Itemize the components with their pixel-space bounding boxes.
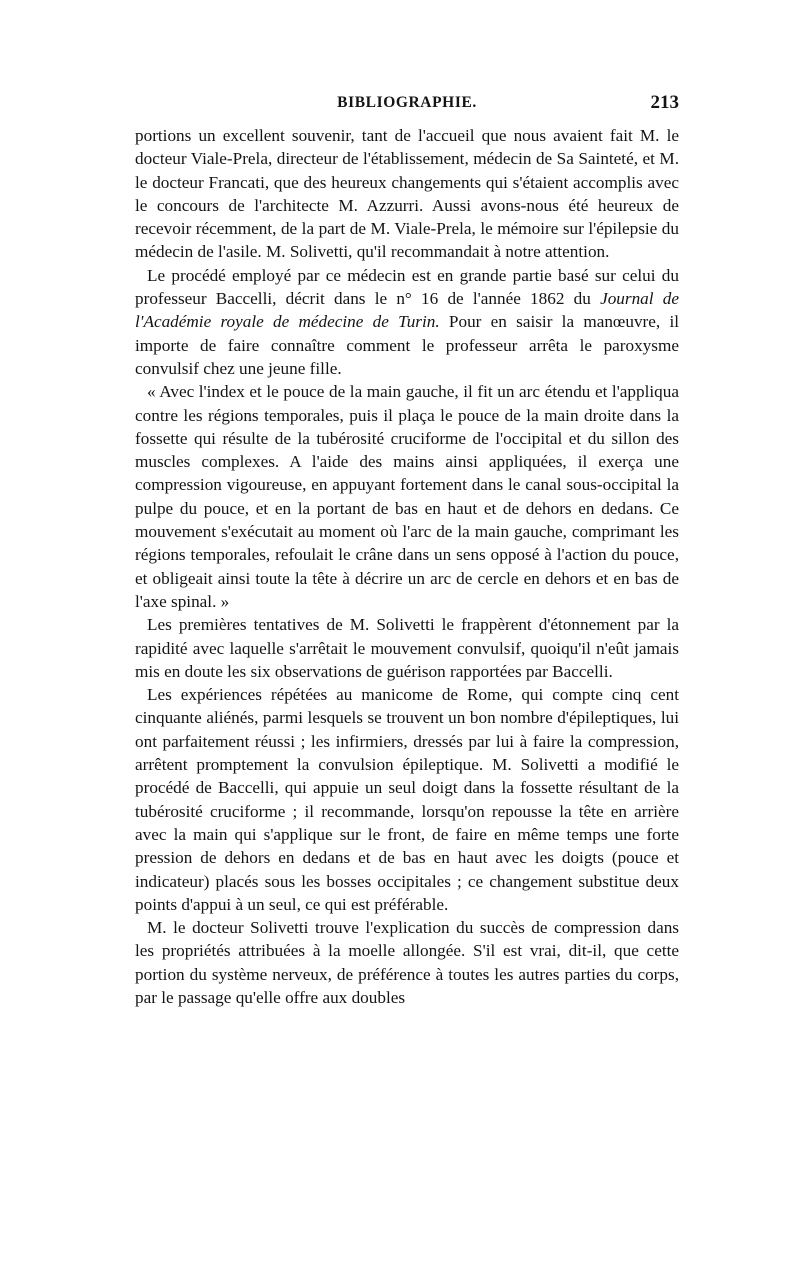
- paragraph-6: M. le docteur Solivetti trouve l'explication du succès de compression dans les propriétés attribuées à la moelle allongée. S'il est vrai, dit-il, que cette portion du système nerveux, de préférence à toutes les autres parties du corps, par le passage qu'elle offre aux doubles: [135, 918, 679, 1007]
- body-text: [135, 124, 679, 1009]
- paragraph-3-quote: « Avec l'index et le pouce de la main gauche, il fit un arc étendu et l'appliqua contre les régions temporales, puis il plaça le pouce de la main droite dans la fossette qui résulte de la tubérosité cruciforme de l'occipital et du sillon des muscles complexes. A l'aide des mains ainsi appliquées, il exerça une compression vigoureuse, en appuyant fortement dans le canal sous-occipital la pulpe du pouce, et en la portant de bas en haut et de dehors en dedans. Ce mouvement s'exécutait au moment où l'arc de la main gauche, comprimant les régions temporales, refoulait le crâne dans un sens opposé à l'action du pouce, et obligeait ainsi toute la tête à décrire un arc de cercle en dehors et en bas de l'axe spinal. »: [135, 382, 679, 611]
- page-header: [135, 92, 679, 122]
- book-page: [135, 92, 679, 1009]
- paragraph-5: Les expériences répétées au manicome de Rome, qui compte cinq cent cinquante aliénés, parmi lesquels se trouvent un bon nombre d'épileptiques, lui ont parfaitement réussi ; les infirmiers, dressés par lui à faire la compression, arrêtent promptement la convulsion épileptique. M. Solivetti a modifié le procédé de Baccelli, qui appuie un seul doigt dans la fossette résultant de la tubérosité cruciforme ; il recommande, lorsqu'on repousse la tête en arrière avec la main qui s'applique sur le front, de faire en même temps une forte pression de dehors en dedans et de bas en haut avec les doigts (pouce et indicateur) placés sous les bosses occipitales ; ce changement substitue deux points d'appui à un seul, ce qui est préférable.: [135, 685, 679, 914]
- paragraph-2: Le procédé employé par ce médecin est en grande partie basé sur celui du professeur Baccelli, décrit dans le n° 16 de l'année 1862 du Journal de l'Académie royale de médecine de Turin. Pour en saisir la manœuvre, il importe de faire connaître comment le professeur arrêta le paroxysme convulsif chez une jeune fille.: [135, 265, 679, 378]
- paragraph-1: portions un excellent souvenir, tant de l'accueil que nous avaient fait M. le docteur Viale-Prela, directeur de l'établissement, médecin de Sa Sainteté, et M. le docteur Francati, que des heureux changements qui s'étaient accomplis avec le concours de l'architecte M. Azzurri. Aussi avons-nous été heureux de recevoir récemment, de la part de M. Viale-Prela, le mémoire sur l'épilepsie du médecin de l'asile. M. Solivetti, qu'il recommandait à notre attention.: [135, 126, 679, 262]
- page-number: 213: [650, 92, 679, 113]
- journal-title: Journal de l'Académie royale de médecine de Turin.: [135, 289, 679, 332]
- running-title: BIBLIOGRAPHIE.: [337, 94, 477, 111]
- paragraph-4: Les premières tentatives de M. Solivetti le frappèrent d'étonnement par la rapidité avec laquelle s'arrêtait le mouvement convulsif, quoiqu'il n'eût jamais mis en doute les six observations de guérison rapportées par Baccelli.: [135, 615, 679, 681]
